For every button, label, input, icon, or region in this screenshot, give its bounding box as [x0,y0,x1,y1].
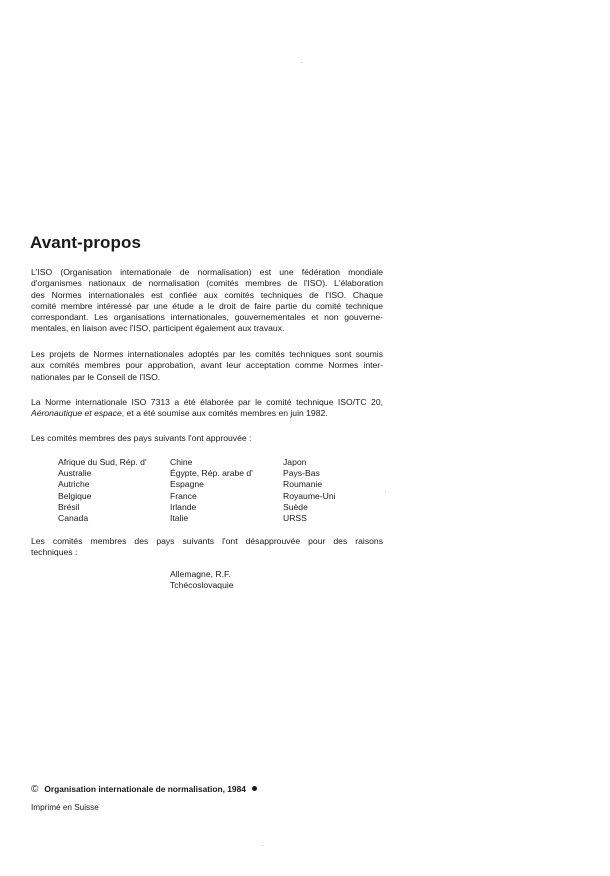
printed-in-notice: Imprimé en Suisse [31,803,99,812]
paragraph-line: correspondant. Les organisations internationales, gouvernementales et non gouverne- [31,312,383,323]
country-name: Afrique du Sud, Rép. d' [58,457,147,467]
committee-title: Aéronautique et espace [31,408,122,419]
paragraph-line: nationales par le Conseil de l'ISO. [31,371,161,382]
scan-speck [262,845,263,846]
approve-intro [31,433,383,444]
country-name: Australie [58,468,92,479]
country-name: Canada [58,512,89,523]
approval-process-paragraph [31,349,383,383]
paragraph-line [31,408,383,419]
members-column [170,457,253,524]
paragraph-line: L'ISO (Organisation internationale de normalisation) est une fédération mondiale [31,267,383,277]
paragraph-line: des Normes internationales est confiée aux comités techniques de l'ISO. Chaque [31,289,383,300]
country-name: Suède [283,501,308,512]
disapprove-intro [31,536,383,559]
copyright-icon: © [31,784,39,795]
bullet-icon [252,786,257,791]
paragraph-line: techniques : [31,547,78,558]
country-name: Irlande [170,501,197,512]
country-name: Espagne [170,479,204,490]
paragraph-line: aux comités membres pour approbation, avant leur acceptation comme Normes inter- [31,360,383,371]
country-name: Égypte, Rép. arabe d' [170,468,253,479]
country-name: Allemagne, R.F. [170,569,231,579]
members-column [58,457,147,524]
paragraph-line: Les comités membres des pays suivants l'ont désapprouvée pour des raisons [31,536,383,546]
country-name: Japon [283,457,307,467]
paragraph-line: Les comités membres des pays suivants l'ont approuvée : [31,433,252,443]
country-name: Chine [170,457,193,467]
members-column [283,457,336,524]
copyright-notice [31,784,257,795]
country-name: Pays-Bas [283,468,320,479]
page-title: Avant-propos [30,233,142,252]
disapproving-members-list [170,569,234,591]
paragraph-line: d'organismes nationaux de normalisation (comités membres de l'ISO). L'élaboration [31,278,383,289]
standard-info-paragraph [31,397,383,420]
scan-speck [301,62,302,63]
country-name: Belgique [58,490,92,501]
country-name: France [170,490,197,501]
copyright-text: Organisation internationale de normalisation, 1984 [44,784,246,794]
intro-paragraph [31,267,383,335]
scan-speck [385,491,386,492]
country-name: Brésil [58,501,80,512]
country-name: URSS [283,512,307,523]
country-name: Autriche [58,479,90,490]
country-name: Roumanie [283,479,323,490]
paragraph-text: , et a été soumise aux comités membres en juin 1982. [121,408,328,419]
paragraph-line: mentales, en liaison avec l'ISO, participent également aux travaux. [31,323,285,334]
paragraph-line: Les projets de Normes internationales adoptés par les comités techniques sont soumis [31,349,383,359]
paragraph-line: comité membre intéressé par une étude a le droit de faire partie du comité technique [31,300,383,311]
country-name: Royaume-Uni [283,490,336,501]
country-name: Tchécoslovaquie [170,580,234,591]
paragraph-line: La Norme internationale ISO 7313 a été élaborée par le comité technique ISO/TC 20, [31,397,383,407]
country-name: Italie [170,512,189,523]
